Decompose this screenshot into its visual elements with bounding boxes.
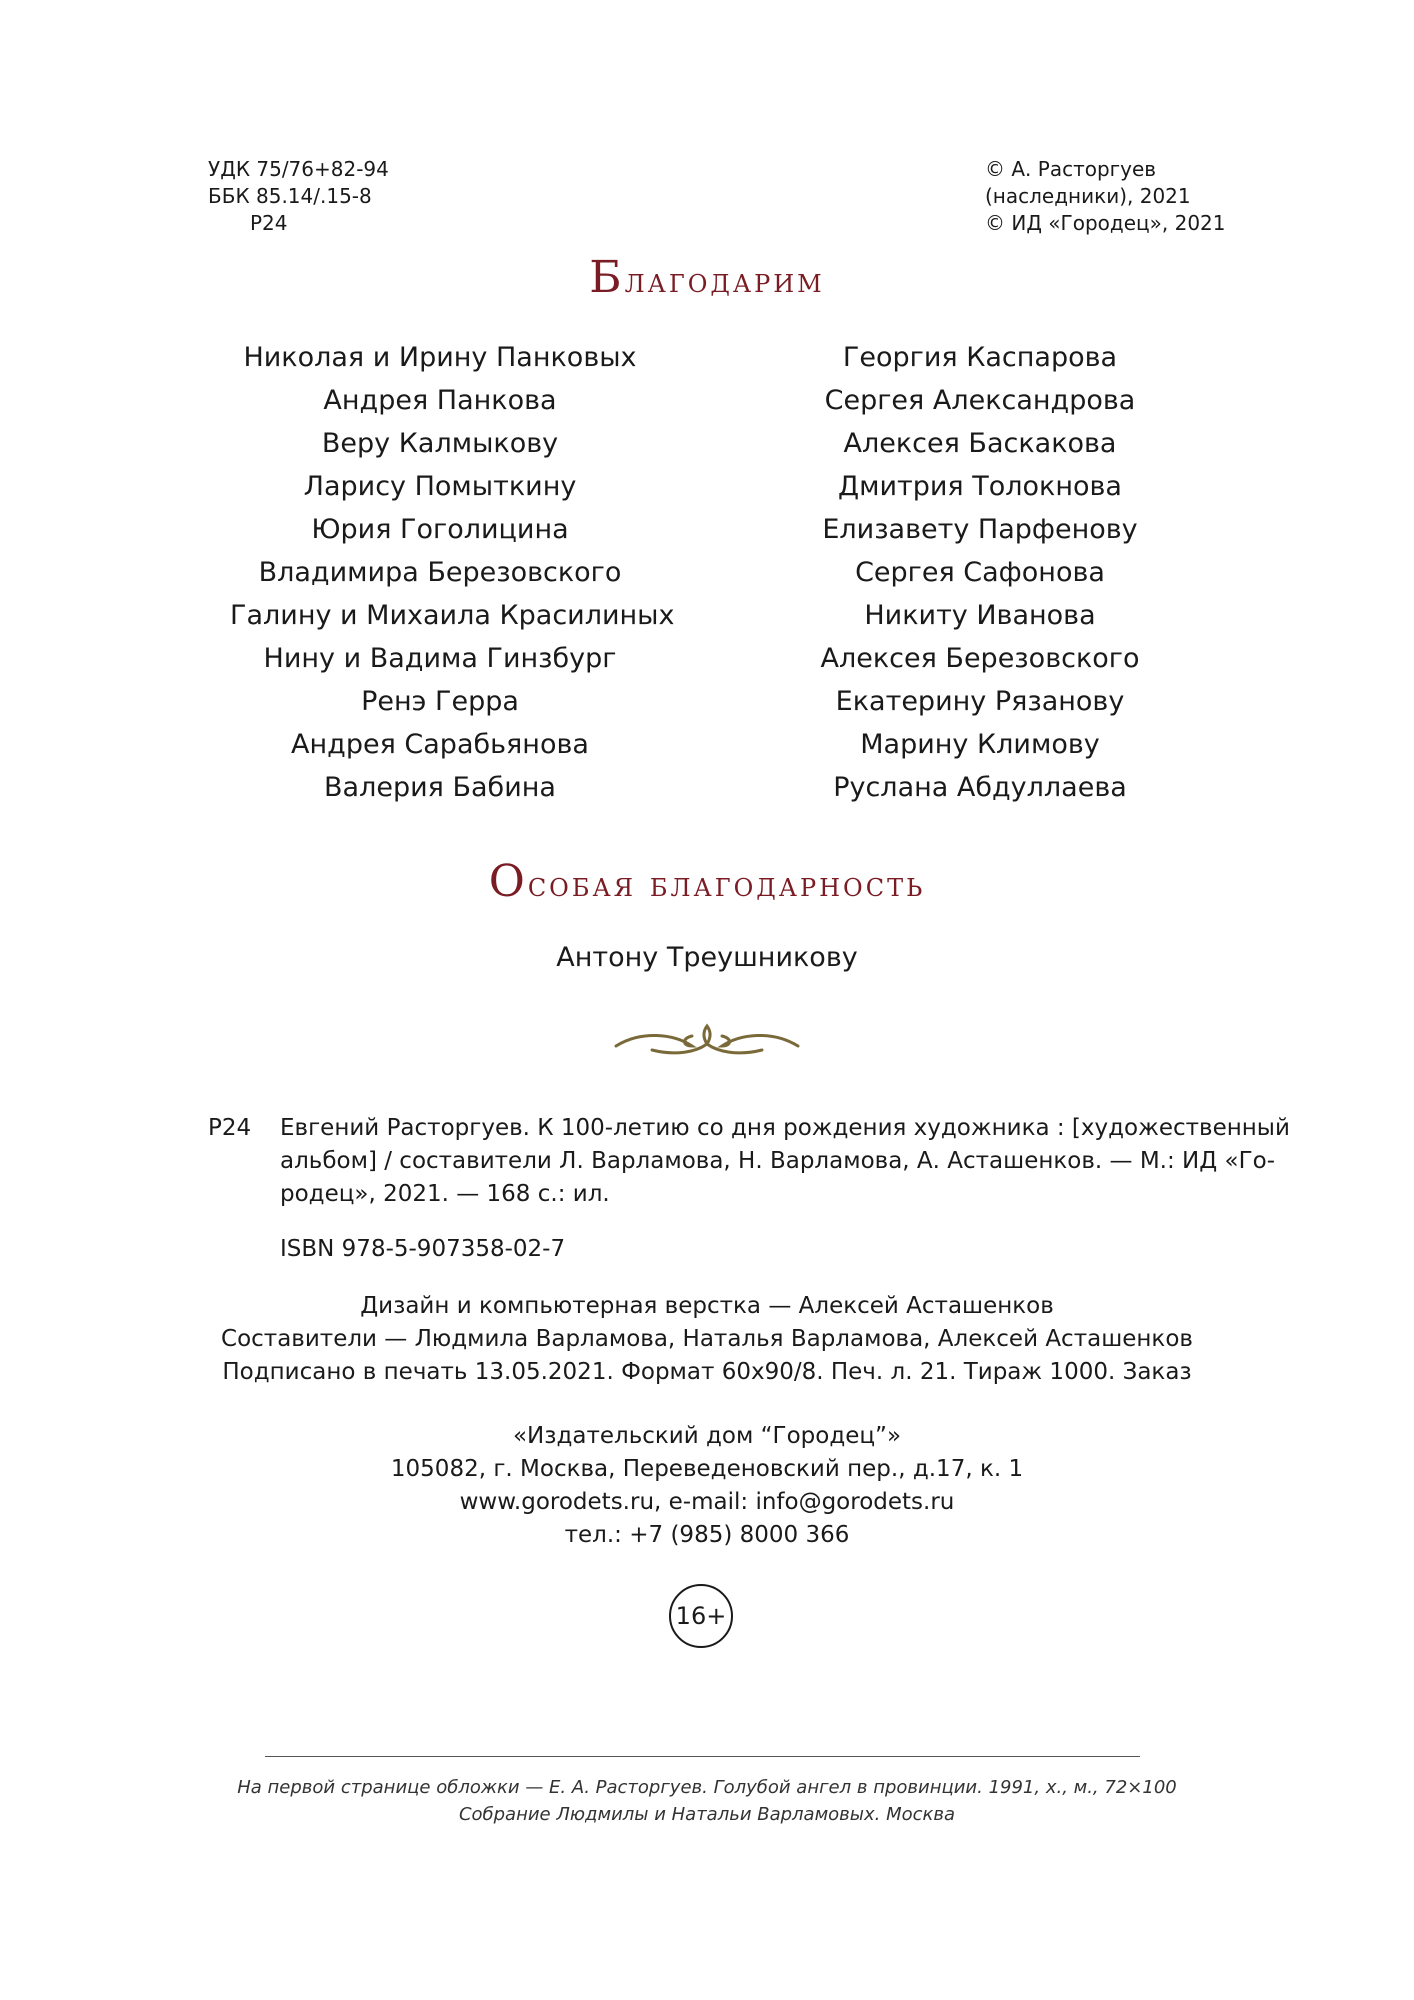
thanks-name-left: Валерия Бабина [324,772,556,803]
thanks-name-left: Юрия Гоголицина [311,514,569,545]
footer-divider [265,1756,1140,1757]
thanks-name-left: Нину и Вадима Гинзбург [263,643,617,674]
bibliography-line: родец», 2021. — 168 с.: ил. [280,1181,610,1207]
credits-block [0,1290,1414,1389]
thanks-list-left [230,336,675,809]
credit-compilers: Составители — Людмила Варламова, Наталья Варламова, Алексей Асташенков [221,1326,1193,1352]
thanks-name-right: Сергея Александрова [824,385,1136,416]
ornament-divider-icon [612,1016,802,1060]
thanks-name-right: Елизавету Парфенову [822,514,1138,545]
bibliography-line: Евгений Расторгуев. К 100-летию со дня рождения художника : [художественный [280,1115,1290,1141]
bbk-code: ББК 85.14/.15-8 [208,184,372,208]
publisher-block [0,1420,1414,1552]
thanks-name-right: Дмитрия Толокнова [838,471,1122,502]
thanks-name-right: Екатерину Рязанову [835,686,1125,717]
thanks-list-right [770,336,1190,809]
publisher-address: 105082, г. Москва, Переведеновский пер., д.17, к. 1 [390,1456,1024,1482]
special-thanks-heading [0,856,1414,907]
thanks-name-right: Алексея Березовского [820,643,1140,674]
age-rating-badge: 16+ [669,1584,733,1648]
special-heading-text: собая благодарность [527,865,926,905]
thanks-name-right: Руслана Абдуллаева [833,772,1127,803]
thanks-name-left: Андрея Сарабьянова [291,729,589,760]
publisher-name: «Издательский дом “Городец”» [512,1423,902,1449]
publisher-phone: тел.: +7 (985) 8000 366 [564,1522,850,1548]
author-sign: Р24 [250,211,288,235]
thanks-name-right: Георгия Каспарова [842,342,1118,373]
thanks-name-left: Веру Калмыкову [321,428,559,459]
udk-code: УДК 75/76+82-94 [208,157,389,181]
thanks-name-right: Алексея Баскакова [843,428,1117,459]
copyright-publisher: © ИД «Городец», 2021 [985,211,1226,235]
thanks-name-right: Марину Климову [860,729,1100,760]
copyright-author: © А. Расторгуев [985,157,1157,181]
copyright-block [985,156,1226,237]
thanks-heading-text: лагодарим [624,261,825,301]
cover-caption-line: Собрание Людмилы и Натальи Варламовых. Москва [458,1804,956,1825]
cover-caption-line: На первой странице обложки — Е. А. Расторгуев. Голубой ангел в провинции. 1991, х., м., 72×100 [237,1777,1177,1798]
bibliography-record [280,1112,1290,1266]
special-heading-initial: О [488,856,528,907]
thanks-heading [0,252,1414,303]
thanks-name-right: Сергея Сафонова [855,557,1105,588]
cover-caption [0,1774,1414,1828]
bibliography-line: альбом] / составители Л. Варламова, Н. Варламова, А. Асташенков. — М.: ИД «Го- [280,1148,1276,1174]
isbn: ISBN 978-5-907358-02-7 [280,1236,566,1262]
thanks-name-left: Ларису Помыткину [303,471,577,502]
thanks-name-left: Ренэ Герра [361,686,519,717]
classification-block [208,156,389,237]
thanks-heading-initial: Б [589,252,625,303]
thanks-name-left: Галину и Михаила Красилиных [230,600,675,631]
thanks-name-left: Николая и Ирину Панковых [243,342,637,373]
copyright-heirs: (наследники), 2021 [985,184,1191,208]
thanks-name-right: Никиту Иванова [864,600,1096,631]
credit-print: Подписано в печать 13.05.2021. Формат 60х90/8. Печ. л. 21. Тираж 1000. Заказ [222,1359,1192,1385]
special-thanks-name: Антону Треушникову [556,942,858,973]
thanks-name-left: Владимира Березовского [258,557,622,588]
publisher-web: www.gorodets.ru, e-mail: info@gorodets.ru [459,1489,955,1515]
credit-design: Дизайн и компьютерная верстка — Алексей Асташенков [360,1293,1054,1319]
thanks-name-left: Андрея Панкова [323,385,557,416]
bibliography-code: Р24 [208,1115,252,1141]
